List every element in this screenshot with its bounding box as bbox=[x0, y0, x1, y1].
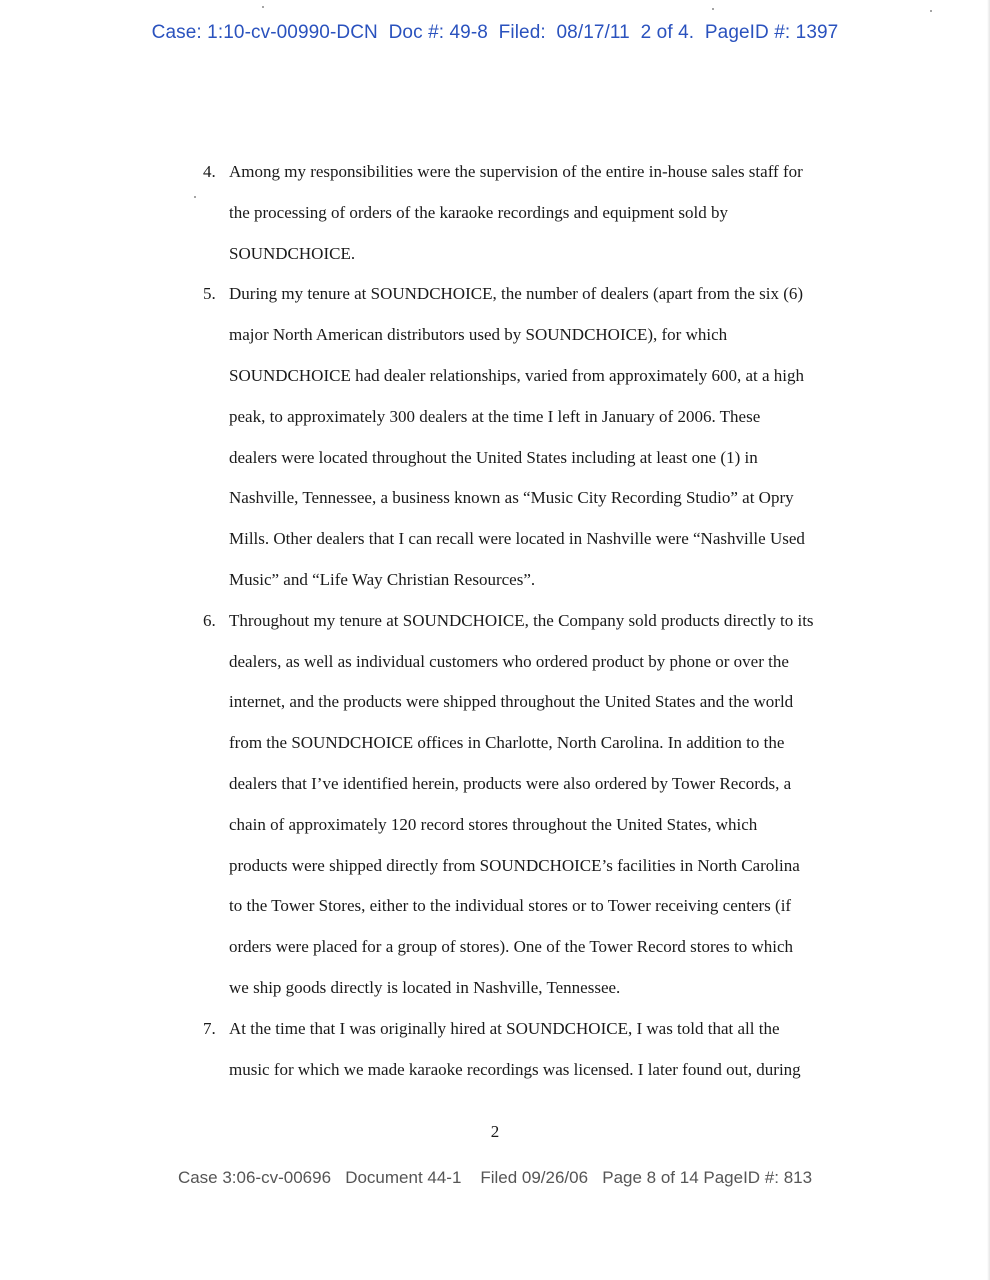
scan-speck bbox=[930, 10, 932, 12]
paragraph-line: dealers, as well as individual customers who ordered product by phone or over the bbox=[229, 651, 789, 671]
paragraph-line: Nashville, Tennessee, a business known as “Music City Recording Studio” at Opry bbox=[229, 488, 794, 508]
page-number: 2 bbox=[490, 1122, 500, 1141]
paragraph-line: to the Tower Stores, either to the individual stores or to Tower receiving centers (if bbox=[229, 896, 792, 916]
paragraph-line: orders were placed for a group of stores). One of the Tower Record stores to which bbox=[229, 937, 794, 957]
paragraph-line: Among my responsibilities were the supervision of the entire in-house sales staff for bbox=[229, 162, 803, 181]
paragraph-line: music for which we made karaoke recordings was licensed. I later found out, during bbox=[229, 1059, 801, 1079]
paragraph-number: 4. bbox=[203, 162, 216, 181]
court-filing-header-stamp: Case: 1:10-cv-00990-DCN Doc #: 49-8 Filed: 08/17/11 2 of 4. PageID #: 1397 bbox=[151, 22, 839, 43]
paragraph-line: from the SOUNDCHOICE offices in Charlotte, North Carolina. In addition to the bbox=[229, 733, 785, 753]
scan-speck bbox=[262, 6, 264, 8]
paragraph-number: 7. bbox=[203, 1018, 216, 1038]
paragraph-line: During my tenure at SOUNDCHOICE, the number of dealers (apart from the six (6) bbox=[229, 284, 804, 304]
paragraph-line: dealers were located throughout the United States including at least one (1) in bbox=[229, 447, 758, 467]
paragraph-line: major North American distributors used by SOUNDCHOICE), for which bbox=[229, 325, 728, 345]
scan-speck bbox=[712, 8, 714, 10]
paragraph-line: the processing of orders of the karaoke recordings and equipment sold by bbox=[229, 202, 728, 222]
paragraph-line: peak, to approximately 300 dealers at the time I left in January of 2006. These bbox=[229, 406, 761, 426]
paragraph-line: Mills. Other dealers that I can recall were located in Nashville were “Nashville Used bbox=[229, 529, 805, 549]
paragraph-number: 6. bbox=[203, 610, 216, 630]
paragraph-line: we ship goods directly is located in Nashville, Tennessee. bbox=[229, 977, 621, 997]
numbered-paragraph bbox=[197, 274, 857, 600]
paragraph-line: internet, and the products were shipped throughout the United States and the world bbox=[229, 692, 794, 712]
scan-speck bbox=[194, 196, 196, 198]
paragraph-line: chain of approximately 120 record stores throughout the United States, which bbox=[229, 814, 758, 834]
paragraph-line: products were shipped directly from SOUNDCHOICE’s facilities in North Carolina bbox=[229, 855, 800, 875]
paragraph-line: SOUNDCHOICE. bbox=[229, 243, 356, 263]
paragraph-number: 5. bbox=[203, 284, 216, 304]
paragraph-line: Throughout my tenure at SOUNDCHOICE, the Company sold products directly to its bbox=[229, 610, 814, 630]
paragraph-line: Music” and “Life Way Christian Resources”. bbox=[229, 569, 536, 589]
paragraph-line: dealers that I’ve identified herein, products were also ordered by Tower Records, a bbox=[229, 773, 792, 793]
numbered-paragraph bbox=[197, 1009, 857, 1091]
court-filing-footer-stamp: Case 3:06-cv-00696 Document 44-1 Filed 09/26/06 Page 8 of 14 PageID #: 813 bbox=[177, 1168, 813, 1187]
paragraph-line: At the time that I was originally hired at SOUNDCHOICE, I was told that all the bbox=[229, 1018, 780, 1038]
declaration-body bbox=[197, 152, 857, 1090]
numbered-paragraph bbox=[197, 601, 857, 1009]
paragraph-line: SOUNDCHOICE had dealer relationships, varied from approximately 600, at a high bbox=[229, 365, 805, 385]
numbered-paragraph bbox=[197, 152, 857, 274]
